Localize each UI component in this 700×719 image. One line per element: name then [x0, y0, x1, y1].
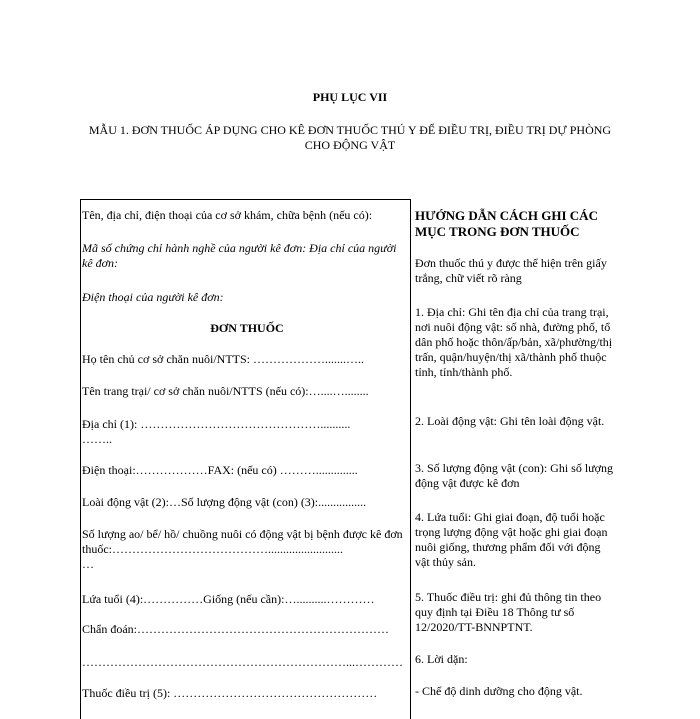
- prescriber-phone-field: Điện thoại của người kê đơn:: [82, 290, 224, 304]
- address-field-continued: ……..: [82, 432, 112, 446]
- sick-ponds-field: Số lượng ao/ bể/ hồ/ chuồng nuôi có động vật bị bệnh được kê đơn thuốc:………………………………….........................: [82, 527, 403, 556]
- appendix-title: PHỤ LỤC VII: [312, 90, 388, 104]
- guide-item-nutrition: - Chế độ dinh dưỡng cho động vật.: [415, 684, 583, 698]
- guide-item-advice: 6. Lời dặn:: [415, 652, 468, 666]
- diagnosis-field-continued: …………………………………………………………...…………: [82, 655, 403, 669]
- guide-item-treatment: 5. Thuốc điều trị: ghi đủ thông tin theo quy định tại Điều 18 Thông tư số 12/2020/TT-BNNPTNT.: [415, 590, 602, 634]
- prescriber-cert-field: Mã số chứng chỉ hành nghề của người kê đơn: Địa chỉ của người kê đơn:: [82, 241, 397, 270]
- prescription-title: ĐƠN THUỐC: [210, 321, 284, 335]
- sick-ponds-field-continued: …: [82, 557, 94, 571]
- farm-name-field: Tên trang trại/ cơ sở chăn nuôi/NTTS (nếu có):…....…........: [82, 384, 369, 398]
- form-title: MẪU 1. ĐƠN THUỐC ÁP DỤNG CHO KÊ ĐƠN THUỐC THÚ Y ĐỂ ĐIỀU TRỊ, ĐIỀU TRỊ DỰ PHÒNG CHO ĐỘNG VẬT: [88, 123, 612, 152]
- clinic-info-field: Tên, địa chỉ, điện thoại của cơ sở khám, chữa bệnh (nếu có):: [82, 208, 373, 222]
- age-breed-field: Lứa tuổi (4):……………Giống (nếu cần):…..........…………: [82, 592, 375, 606]
- guide-item-animal-type: 2. Loài động vật: Ghi tên loài động vật.: [415, 414, 605, 428]
- guide-item-animal-count: 3. Số lượng động vật (con): Ghi số lượng động vật được kê đơn: [415, 461, 614, 490]
- guide-title: HƯỚNG DẪN CÁCH GHI CÁC MỤC TRONG ĐƠN THUỐC: [415, 208, 598, 239]
- phone-fax-field: Điện thoại:………………FAX: (nếu có) ………..............: [82, 463, 358, 477]
- prescription-form-box: [80, 199, 411, 719]
- guide-item-age: 4. Lứa tuổi: Ghi giai đoạn, độ tuổi hoặc trọng lượng động vật hoặc ghi giai đoạn nuôi giống, thương phẩm đối với động vật thủy sản.: [415, 510, 608, 569]
- address-field: Địa chỉ (1): ………………………………………..........: [82, 417, 351, 431]
- owner-name-field: Họ tên chủ cơ sở chăn nuôi/NTTS: ……………….......…..: [82, 352, 364, 366]
- treatment-field: Thuốc điều trị (5): ……………………………………………: [82, 686, 378, 700]
- guide-item-address: 1. Địa chỉ: Ghi tên địa chỉ của trang trại, nơi nuôi động vật: số nhà, đường phố, tổ dân phố hoặc thôn/ấp/bản, xã/phường/thị trấn, quận/huyện/thị xã/thành phố thuộc tỉnh, tỉnh/thành phố.: [415, 305, 613, 379]
- animal-type-field: Loài động vật (2):…Số lượng động vật (con) (3):................: [82, 495, 367, 509]
- guide-intro: Đơn thuốc thú y được thể hiện trên giấy trắng, chữ viết rõ ràng: [415, 256, 607, 285]
- diagnosis-field: Chẩn đoán:………………………………………………………: [82, 622, 389, 636]
